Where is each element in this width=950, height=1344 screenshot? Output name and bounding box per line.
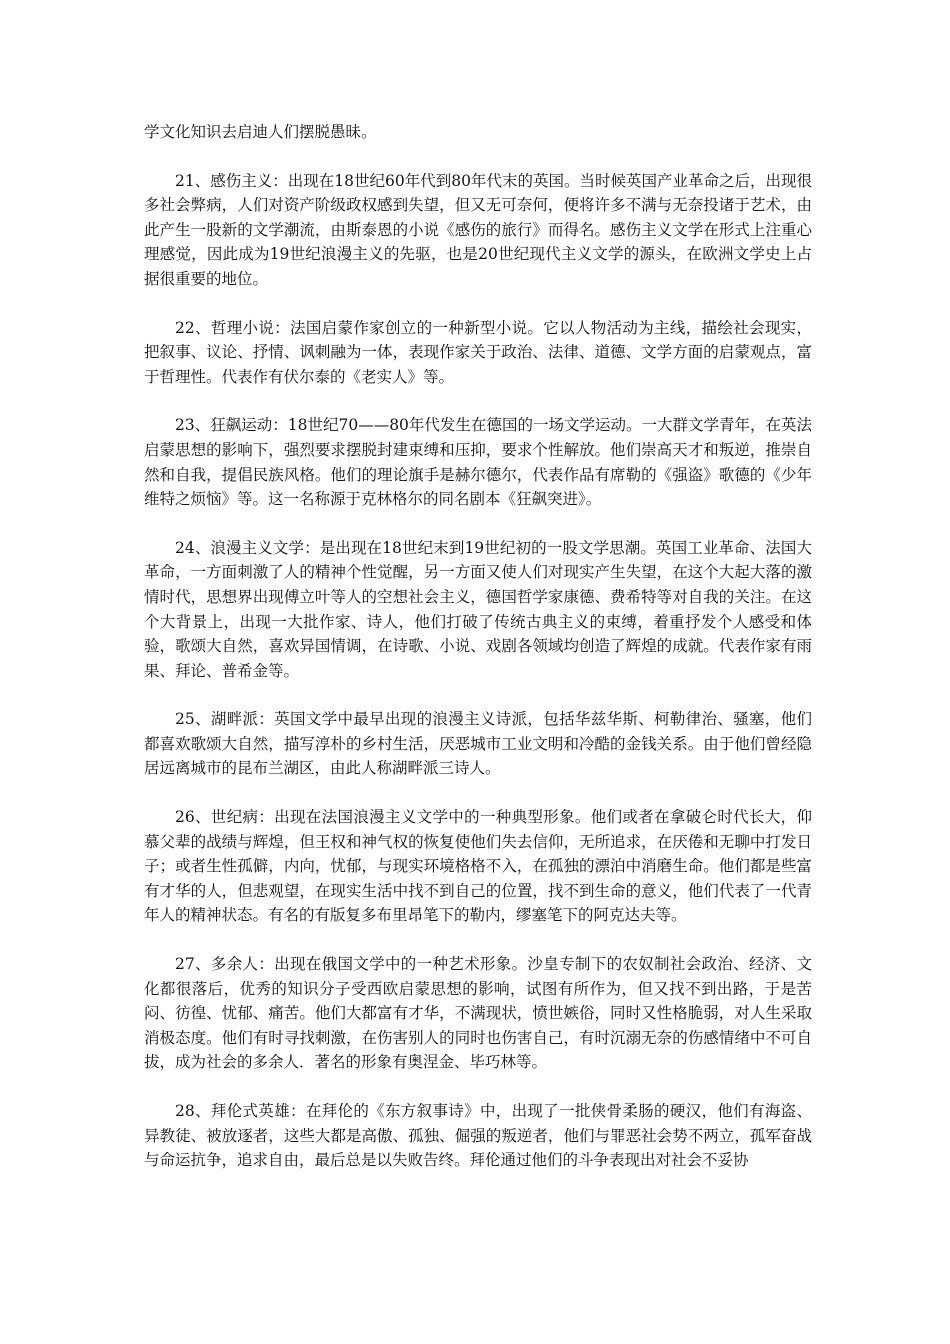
paragraph-26-mal-du-siecle: 26、世纪病：出现在法国浪漫主义文学中的一种典型形象。他们或者在拿破仑时代长大，仰慕父辈的战绩与辉煌，但王权和神气权的恢复使他们失去信仰，无所追求，在厌倦和无聊中打发日子；或者生性孤僻，内向，忧郁，与现实环境格格不入，在孤独的漂泊中消磨生命。他们都是些富有才华的人，但悲观望，在现实生活中找不到自己的位置，找不到生命的意义，他们代表了一代青年人的精神状态。有名的有版复多布里昂笔下的勒内，缪塞笔下的阿克达夫等。 xyxy=(144,808,812,925)
paragraph-22-philosophical-novel: 22、哲理小说：法国启蒙作家创立的一种新型小说。它以人物活动为主线，描绘社会现实，把叙事、议论、抒情、讽刺融为一体，表现作家关于政治、法律、道德、文学方面的启蒙观点，富于哲理性。代表作有伏尔泰的《老实人》等。 xyxy=(144,318,812,386)
paragraph-continuation: 学文化知识去启迪人们摆脱愚昧。 xyxy=(144,123,377,141)
paragraph-23-sturm-und-drang: 23、狂飙运动：18世纪70——80年代发生在德国的一场文学运动。一大群文学青年，在英法启蒙思想的影响下，强烈要求摆脱封建束缚和压抑，要求个性解放。他们崇高天才和叛逆，推崇自然和自我，提倡民族风格。他们的理论旗手是赫尔德尔，代表作品有席勒的《强盗》歌德的《少年维特之烦恼》等。这一名称源于克林格尔的同名剧本《狂飙突进》。 xyxy=(144,416,812,509)
document-page xyxy=(144,120,812,1173)
paragraph-21-sentimentalism: 21、感伤主义：出现在18世纪60年代到80年代末的英国。当时候英国产业革命之后，出现很多社会弊病，人们对资产阶级政权感到失望，但又无可奈何，便将许多不满与无奈投诸于艺术，由此产生一股新的文学潮流，由斯泰恩的小说《感伤的旅行》而得名。感伤主义文学在形式上注重心理感觉，因此成为19世纪浪漫主义的先驱，也是20世纪现代主义文学的源头，在欧洲文学史上占据很重要的地位。 xyxy=(144,171,812,288)
paragraph-24-romanticism: 24、浪漫主义文学：是出现在18世纪末到19世纪初的一股文学思潮。英国工业革命、法国大革命，一方面刺激了人的精神个性觉醒，另一方面又使人们对现实产生失望，在这个大起大落的激情时代，思想界出现傅立叶等人的空想社会主义，德国哲学家康德、费希特等对自我的关注。在这个大背景上，出现一大批作家、诗人，他们打破了传统古典主义的束缚，着重抒发个人感受和体验，歌颂大自然，喜欢异国情调，在诗歌、小说、戏剧各领域均创造了辉煌的成就。代表作家有雨果、拜论、普希金等。 xyxy=(144,538,812,680)
paragraph-25-lake-poets: 25、湖畔派：英国文学中最早出现的浪漫主义诗派，包括华兹华斯、柯勒律治、骚塞，他们都喜欢歌颂大自然，描写淳朴的乡村生活，厌恶城市工业文明和冷酷的金钱关系。由于他们曾经隐居远离城市的昆布兰湖区，由此人称湖畔派三诗人。 xyxy=(144,710,812,778)
paragraph-28-byronic-hero: 28、拜伦式英雄：在拜伦的《东方叙事诗》中，出现了一批侠骨柔肠的硬汉，他们有海盗、异教徒、被放逐者，这些大都是高傲、孤独、倔强的叛逆者，他们与罪恶社会势不两立，孤军奋战与命运抗争，追求自由，最后总是以失败告终。拜伦通过他们的斗争表现出对社会不妥协 xyxy=(144,1102,812,1170)
paragraph-27-superfluous-man: 27、多余人：出现在俄国文学中的一种艺术形象。沙皇专制下的农奴制社会政治、经济、文化都很落后，优秀的知识分子受西欧启蒙思想的影响，试图有所作为，但又找不到出路，于是苦闷、彷徨、忧郁、痛苦。他们大都富有才华，不满现状，愤世嫉俗，同时又性格脆弱，对人生采取消极态度。他们有时寻找刺激，在伤害别人的同时也伤害自己，有时沉溺无奈的伤感情绪中不可自拔，成为社会的多余人．著名的形象有奥涅金、毕巧林等。 xyxy=(144,955,812,1072)
